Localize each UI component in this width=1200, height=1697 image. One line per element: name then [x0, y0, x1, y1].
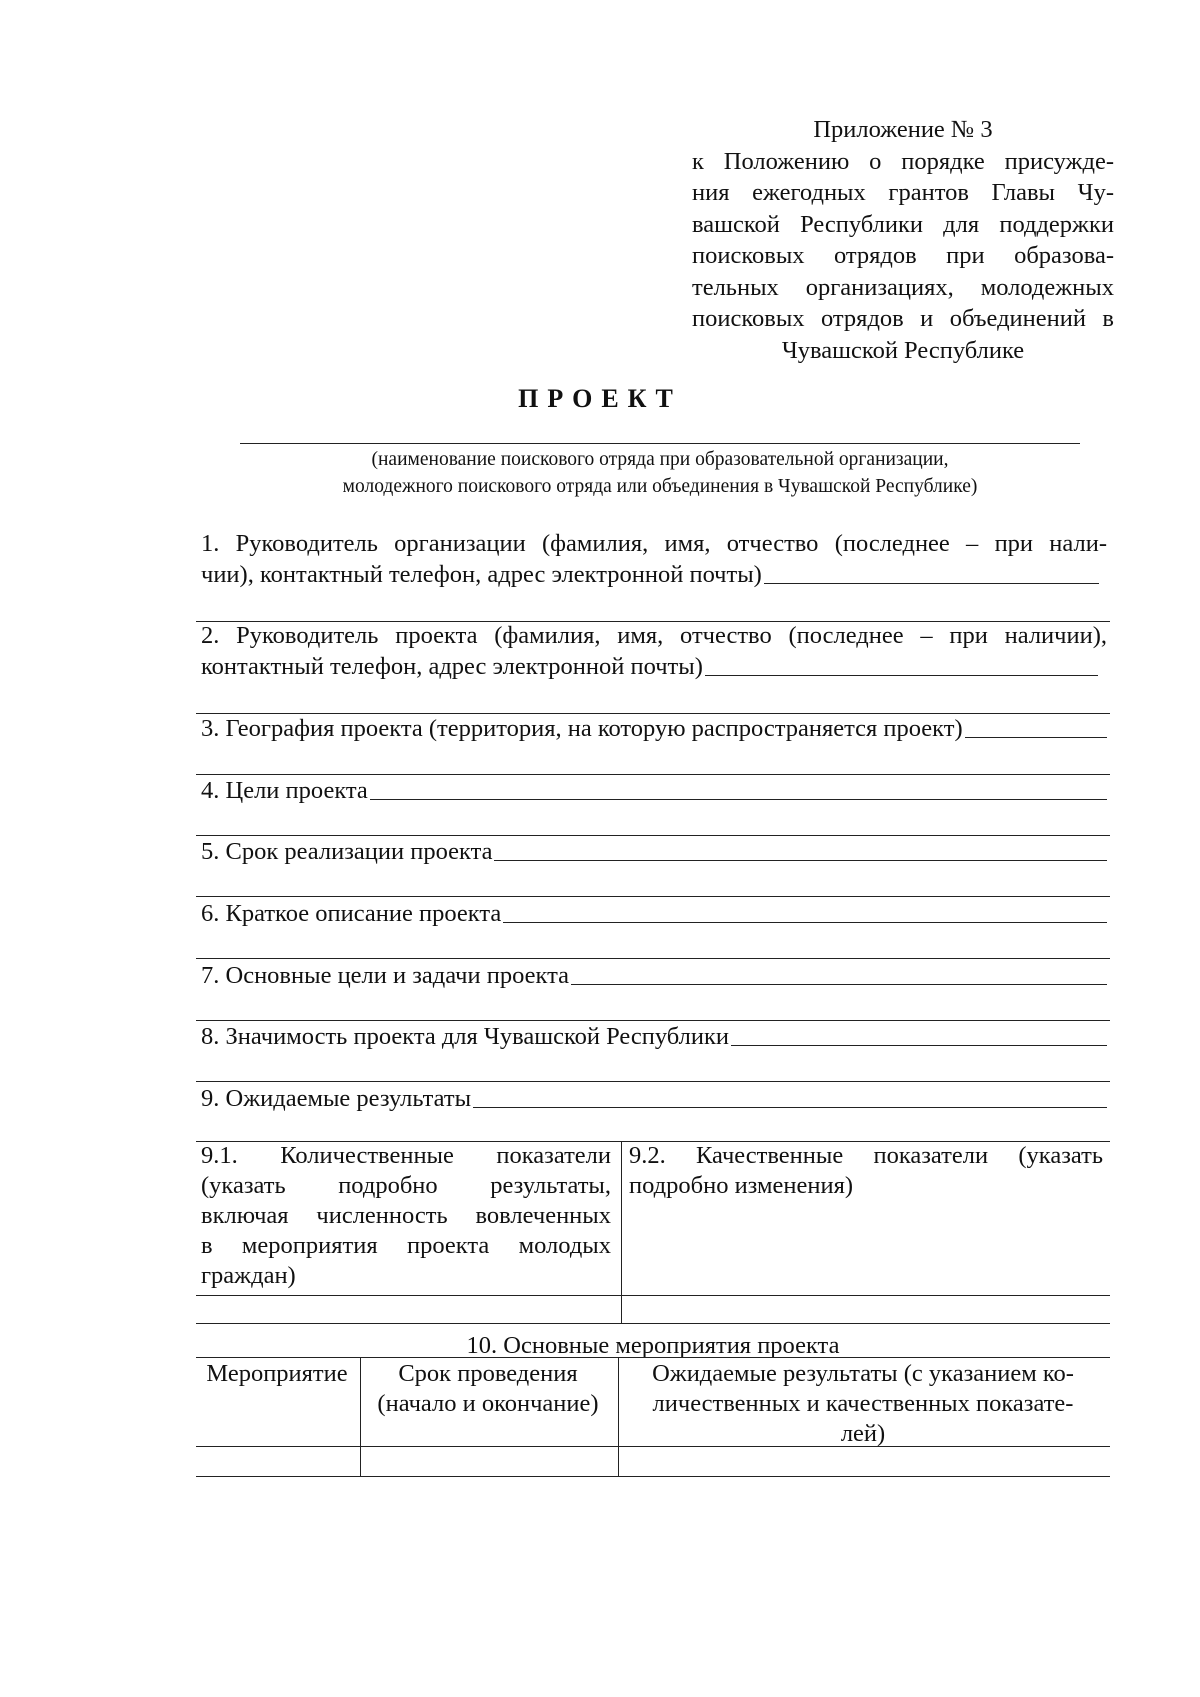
table10-bottom-line	[196, 1476, 1110, 1477]
events-col-event-header: Мероприятие	[206, 1360, 348, 1387]
events-col-results-header	[624, 1359, 1102, 1449]
table10-header-line	[196, 1446, 1110, 1447]
item-2-line-2: контактный телефон, адрес электронной почты)	[201, 653, 703, 680]
item-1-line-2: чии), контактный телефон, адрес электронной почты)	[201, 561, 762, 588]
quantitative-line-last: граждан)	[201, 1262, 296, 1289]
appendix-line: к Положению о порядке присужде-	[692, 147, 1114, 175]
item-2-fill-line[interactable]	[705, 674, 1098, 676]
title-fill-line	[240, 443, 1080, 444]
item-4-label: 4. Цели проекта	[201, 777, 368, 804]
item-7-fill-line[interactable]	[571, 983, 1107, 985]
item-5-label: 5. Срок реализации проекта	[201, 838, 493, 865]
table9-divider	[621, 1141, 622, 1324]
form-item-6	[201, 898, 1107, 929]
appendix-heading: Приложение № 3	[813, 116, 993, 143]
appendix-line: ния ежегодных грантов Главы Чу-	[692, 179, 1114, 206]
indicators-table	[196, 1141, 1110, 1324]
item-8-fill-line[interactable]	[731, 1044, 1107, 1046]
events-table-heading: 10. Основные мероприятия проекта	[466, 1332, 840, 1359]
form-item-4	[201, 775, 1107, 806]
item-9-fill-line[interactable]	[473, 1106, 1107, 1108]
table10-divider-1	[360, 1357, 361, 1477]
item-6-label: 6. Краткое описание проекта	[201, 900, 502, 927]
form-item-7	[201, 960, 1107, 991]
form-item-9	[201, 1083, 1107, 1114]
item-2-line-1: 2. Руководитель проекта (фамилия, имя, отчество (последнее – при наличии),	[201, 622, 1107, 649]
caption-line-2: молодежного поискового отряда или объединения в Чувашской Республике)	[342, 476, 978, 497]
item-8-label: 8. Значимость проекта для Чувашской Республики	[201, 1023, 729, 1050]
caption-line-1: (наименование поискового отряда при образовательной организации,	[371, 449, 949, 470]
item-5-fill-line[interactable]	[494, 859, 1107, 861]
appendix-line: поисковых отрядов при образова-	[692, 242, 1114, 269]
item-6-fill-line[interactable]	[503, 921, 1107, 923]
table9-row-line	[196, 1295, 1110, 1296]
item-9-label: 9. Ожидаемые результаты	[201, 1085, 472, 1112]
appendix-line: поисковых отрядов и объединений в	[692, 305, 1114, 332]
table10-divider-2	[618, 1357, 619, 1477]
date-header-line-1: Срок проведения	[398, 1360, 578, 1387]
item-1-fill-line[interactable]	[764, 582, 1099, 584]
qualitative-indicators-cell	[629, 1141, 1103, 1201]
item-6-rule	[196, 958, 1110, 959]
title-caption	[240, 446, 1080, 500]
item-3-label: 3. География проекта (территория, на которую распространяется проект)	[201, 715, 963, 742]
date-header-line-2: (начало и окончание)	[377, 1390, 599, 1417]
form-item-5	[201, 836, 1107, 867]
item-1-line-1: 1. Руководитель организации (фамилия, имя, отчество (последнее – при нали-	[201, 530, 1107, 557]
results-header-line-2: личественных и качественных показате-	[652, 1390, 1074, 1417]
quantitative-line: (указать подробно результаты,	[201, 1172, 611, 1199]
item-3-fill-line[interactable]	[965, 736, 1107, 738]
appendix-line-last: Чувашской Республике	[781, 336, 1025, 364]
quantitative-line: в мероприятия проекта молодых	[201, 1232, 611, 1259]
item-8-rule	[196, 1081, 1110, 1082]
qualitative-line-1: 9.2. Качественные показатели (указать	[629, 1142, 1103, 1169]
item-7-label: 7. Основные цели и задачи проекта	[201, 962, 569, 989]
form-item-1	[201, 528, 1107, 590]
appendix-line: тельных организациях, молодежных	[692, 273, 1114, 301]
qualitative-line-2: подробно изменения)	[629, 1172, 854, 1199]
quantitative-indicators-cell	[201, 1141, 611, 1291]
document-title: ПРОЕКТ	[518, 384, 682, 413]
form-item-3	[201, 713, 1107, 744]
item-5-rule	[196, 896, 1110, 897]
item-4-fill-line[interactable]	[370, 798, 1107, 800]
results-header-line-1: Ожидаемые результаты (с указанием ко-	[652, 1360, 1074, 1387]
table9-bottom-line	[196, 1323, 1110, 1324]
table10-top-line	[196, 1357, 1110, 1358]
appendix-line: вашской Республики для поддержки	[692, 210, 1114, 238]
quantitative-line: 9.1. Количественные показатели	[201, 1142, 611, 1169]
quantitative-line: включая численность вовлеченных	[201, 1202, 611, 1229]
events-col-date-header	[360, 1359, 616, 1419]
form-item-8	[201, 1021, 1107, 1052]
results-header-line-3: лей)	[840, 1420, 886, 1447]
form-item-2	[201, 620, 1107, 682]
appendix-block	[692, 114, 1114, 366]
